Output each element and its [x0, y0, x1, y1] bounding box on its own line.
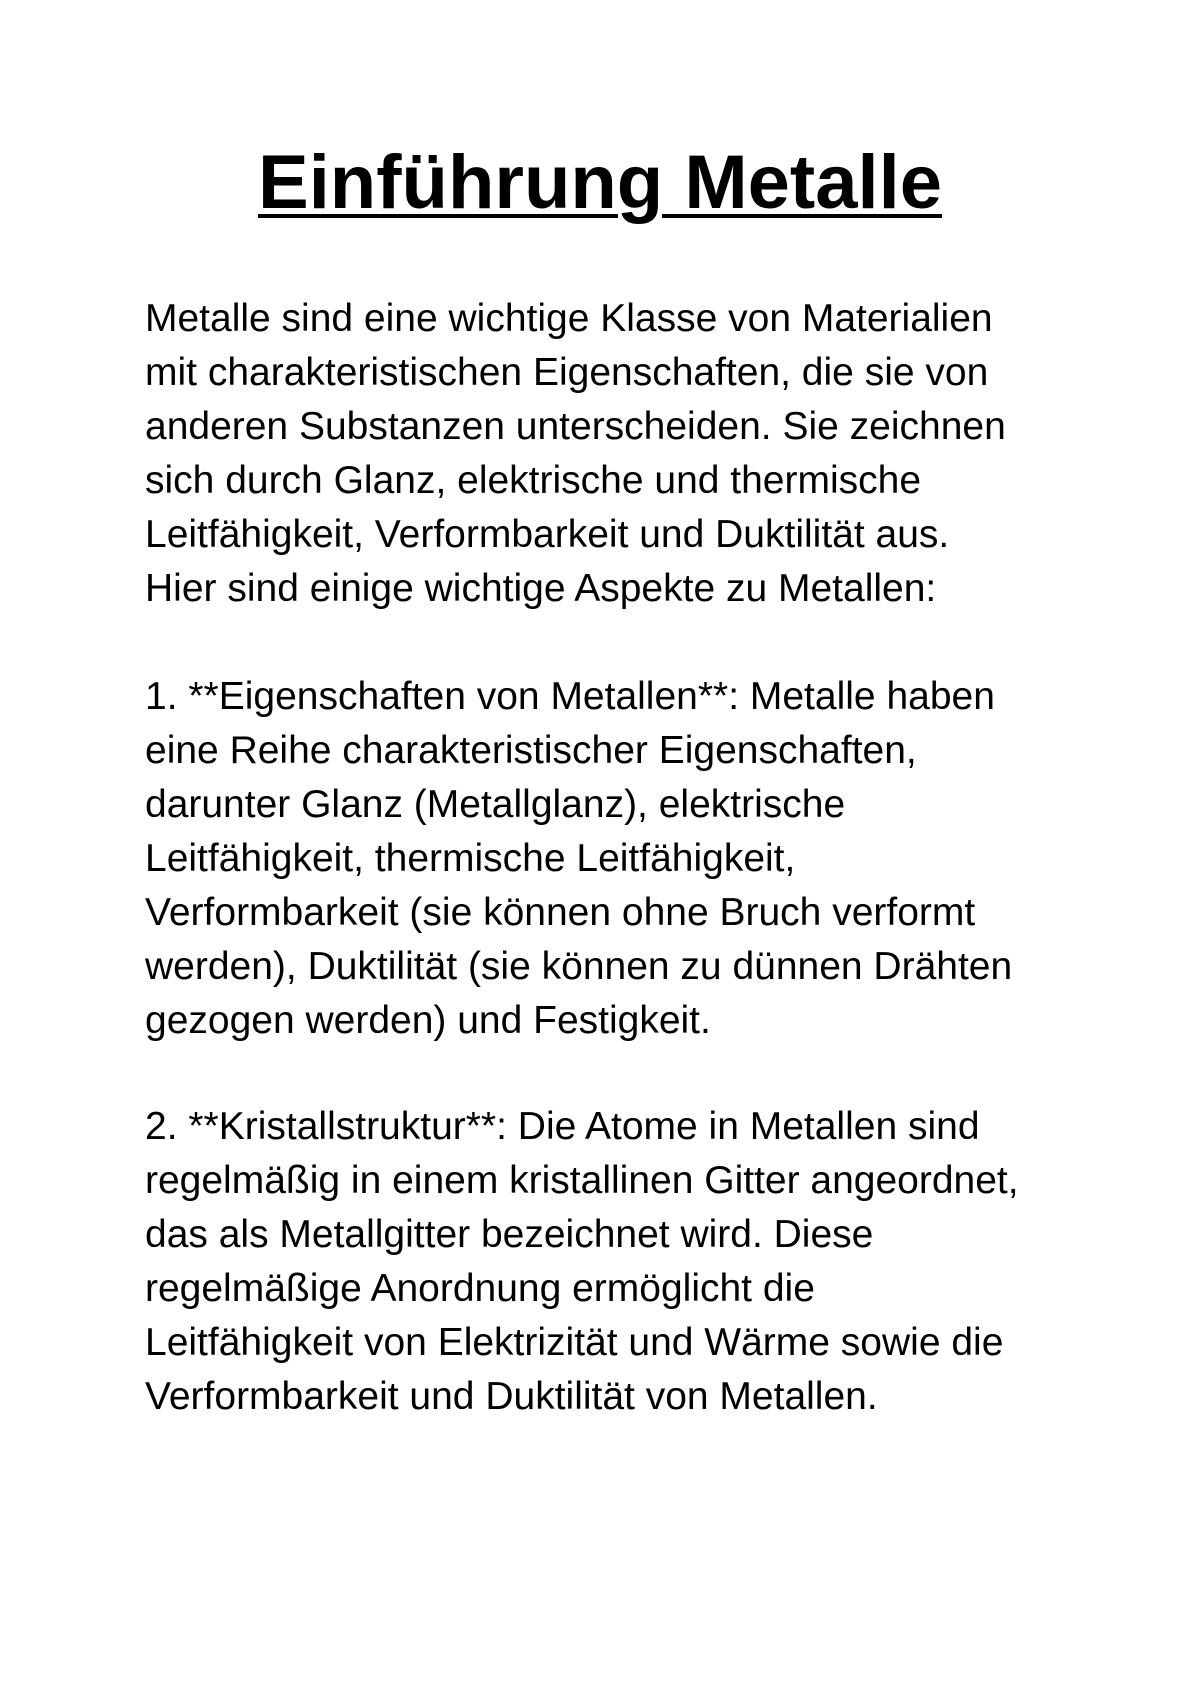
- intro-line: Metalle sind eine wichtige Klasse von Materialien: [145, 297, 993, 340]
- list-item-line: darunter Glanz (Metallglanz), elektrische: [145, 783, 846, 826]
- list-item-line: 1. **Eigenschaften von Metallen**: Metalle haben: [145, 675, 995, 718]
- list-item-crystal-structure: [145, 1100, 1085, 1424]
- list-item-line: Leitfähigkeit von Elektrizität und Wärme sowie die: [145, 1321, 1004, 1364]
- list-item-properties: [145, 670, 1085, 1048]
- page-title: Einführung Metalle: [258, 140, 942, 225]
- list-item-line: Leitfähigkeit, thermische Leitfähigkeit,: [145, 837, 796, 880]
- list-item-line: regelmäßige Anordnung ermöglicht die: [145, 1267, 815, 1310]
- intro-line: Leitfähigkeit, Verformbarkeit und Duktilität aus.: [145, 513, 950, 556]
- list-item-line: Verformbarkeit und Duktilität von Metallen.: [145, 1375, 878, 1418]
- intro-paragraph: [145, 292, 1085, 616]
- list-item-line: 2. **Kristallstruktur**: Die Atome in Metallen sind: [145, 1105, 980, 1148]
- list-item-line: eine Reihe charakteristischer Eigenschaften,: [145, 729, 917, 772]
- intro-line: anderen Substanzen unterscheiden. Sie zeichnen: [145, 405, 1006, 448]
- list-item-line: regelmäßig in einem kristallinen Gitter angeordnet,: [145, 1159, 1019, 1202]
- intro-line: mit charakteristischen Eigenschaften, die sie von: [145, 351, 989, 394]
- intro-line: Hier sind einige wichtige Aspekte zu Metallen:: [145, 567, 937, 610]
- list-item-line: werden), Duktilität (sie können zu dünnen Drähten: [145, 945, 1013, 988]
- list-item-line: gezogen werden) und Festigkeit.: [145, 999, 711, 1042]
- list-item-line: Verformbarkeit (sie können ohne Bruch verformt: [145, 891, 976, 934]
- intro-line: sich durch Glanz, elektrische und thermische: [145, 459, 922, 502]
- list-item-line: das als Metallgitter bezeichnet wird. Diese: [145, 1213, 874, 1256]
